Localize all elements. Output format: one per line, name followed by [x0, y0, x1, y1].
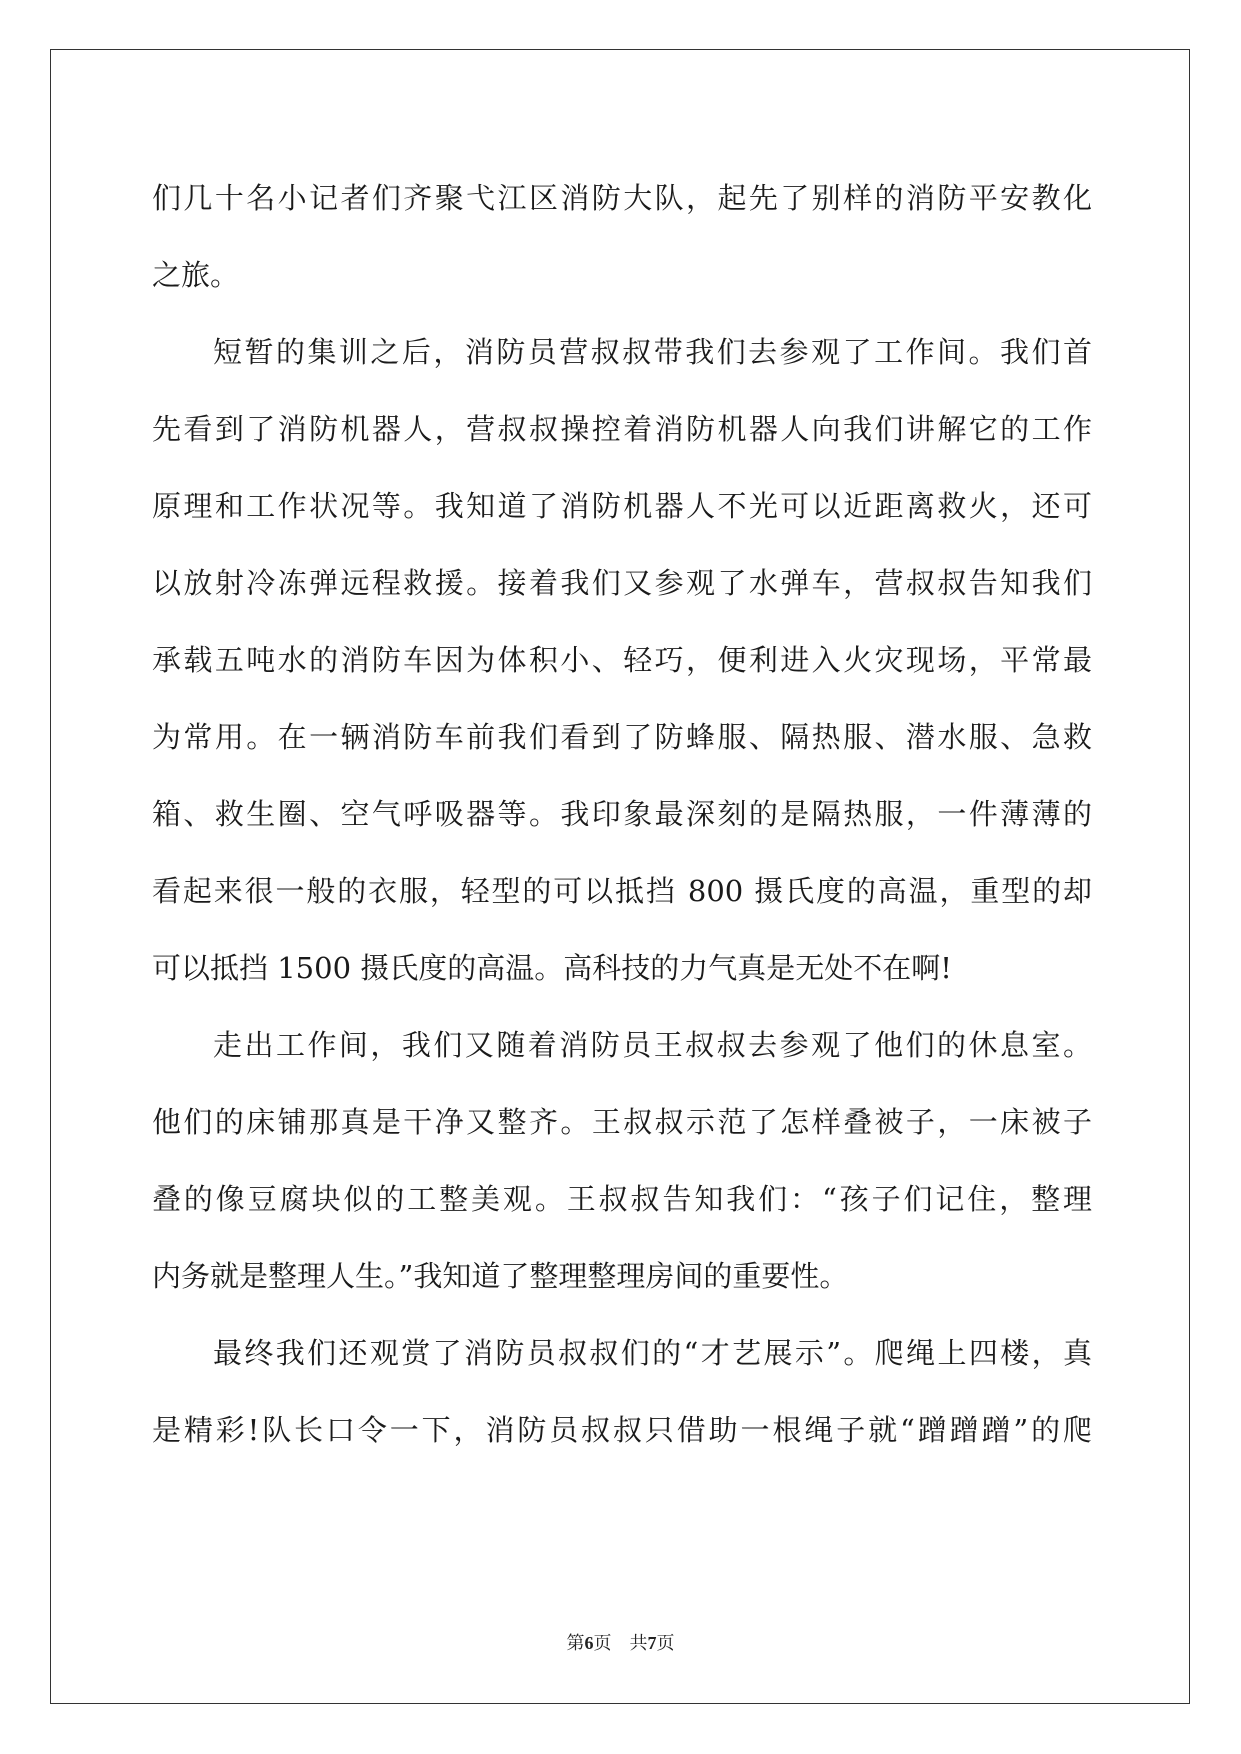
text-line: 短暂的集训之后，消防员营叔叔带我们去参观了工作间。我们首 [213, 335, 1092, 369]
document-body [152, 160, 1092, 1469]
page-number-footer [0, 1631, 1241, 1656]
text-line: 先看到了消防机器人，营叔叔操控着消防机器人向我们讲解它的工作 [152, 412, 1092, 446]
text-line: 原理和工作状况等。我知道了消防机器人不光可以近距离救火，还可 [152, 489, 1092, 523]
text-line: 内务就是整理人生。”我知道了整理整理房间的重要性。 [152, 1259, 849, 1293]
text-line: 是精彩!队长口令一下，消防员叔叔只借助一根绳子就“蹭蹭蹭”的爬 [152, 1413, 1092, 1447]
text-line: 为常用。在一辆消防车前我们看到了防蜂服、隔热服、潜水服、急救 [152, 720, 1092, 754]
text-line: 以放射冷冻弹远程救援。接着我们又参观了水弹车，营叔叔告知我们 [152, 566, 1092, 600]
text-line: 最终我们还观赏了消防员叔叔们的“才艺展示”。爬绳上四楼，真 [213, 1336, 1092, 1370]
footer-suffix: 页 [656, 1633, 675, 1654]
current-page-number: 6 [584, 1633, 594, 1653]
text-line: 们几十名小记者们齐聚弋江区消防大队，起先了别样的消防平安教化 [152, 181, 1092, 215]
text-line: 承载五吨水的消防车因为体积小、轻巧，便利进入火灾现场，平常最 [152, 643, 1092, 677]
text-line: 之旅。 [152, 258, 240, 292]
text-line: 他们的床铺那真是干净又整齐。王叔叔示范了怎样叠被子，一床被子 [152, 1105, 1092, 1139]
footer-middle: 页 共 [593, 1633, 648, 1654]
total-pages-number: 7 [647, 1633, 657, 1653]
text-line: 可以抵挡 1500 摄氏度的高温。高科技的力气真是无处不在啊! [152, 951, 952, 985]
text-line: 叠的像豆腐块似的工整美观。王叔叔告知我们：“孩子们记住，整理 [152, 1182, 1092, 1216]
text-line: 走出工作间，我们又随着消防员王叔叔去参观了他们的休息室。 [213, 1028, 1092, 1062]
footer-prefix: 第 [566, 1633, 585, 1654]
text-line: 箱、救生圈、空气呼吸器等。我印象最深刻的是隔热服，一件薄薄的 [152, 797, 1092, 831]
text-line: 看起来很一般的衣服，轻型的可以抵挡 800 摄氏度的高温，重型的却 [152, 874, 1092, 908]
